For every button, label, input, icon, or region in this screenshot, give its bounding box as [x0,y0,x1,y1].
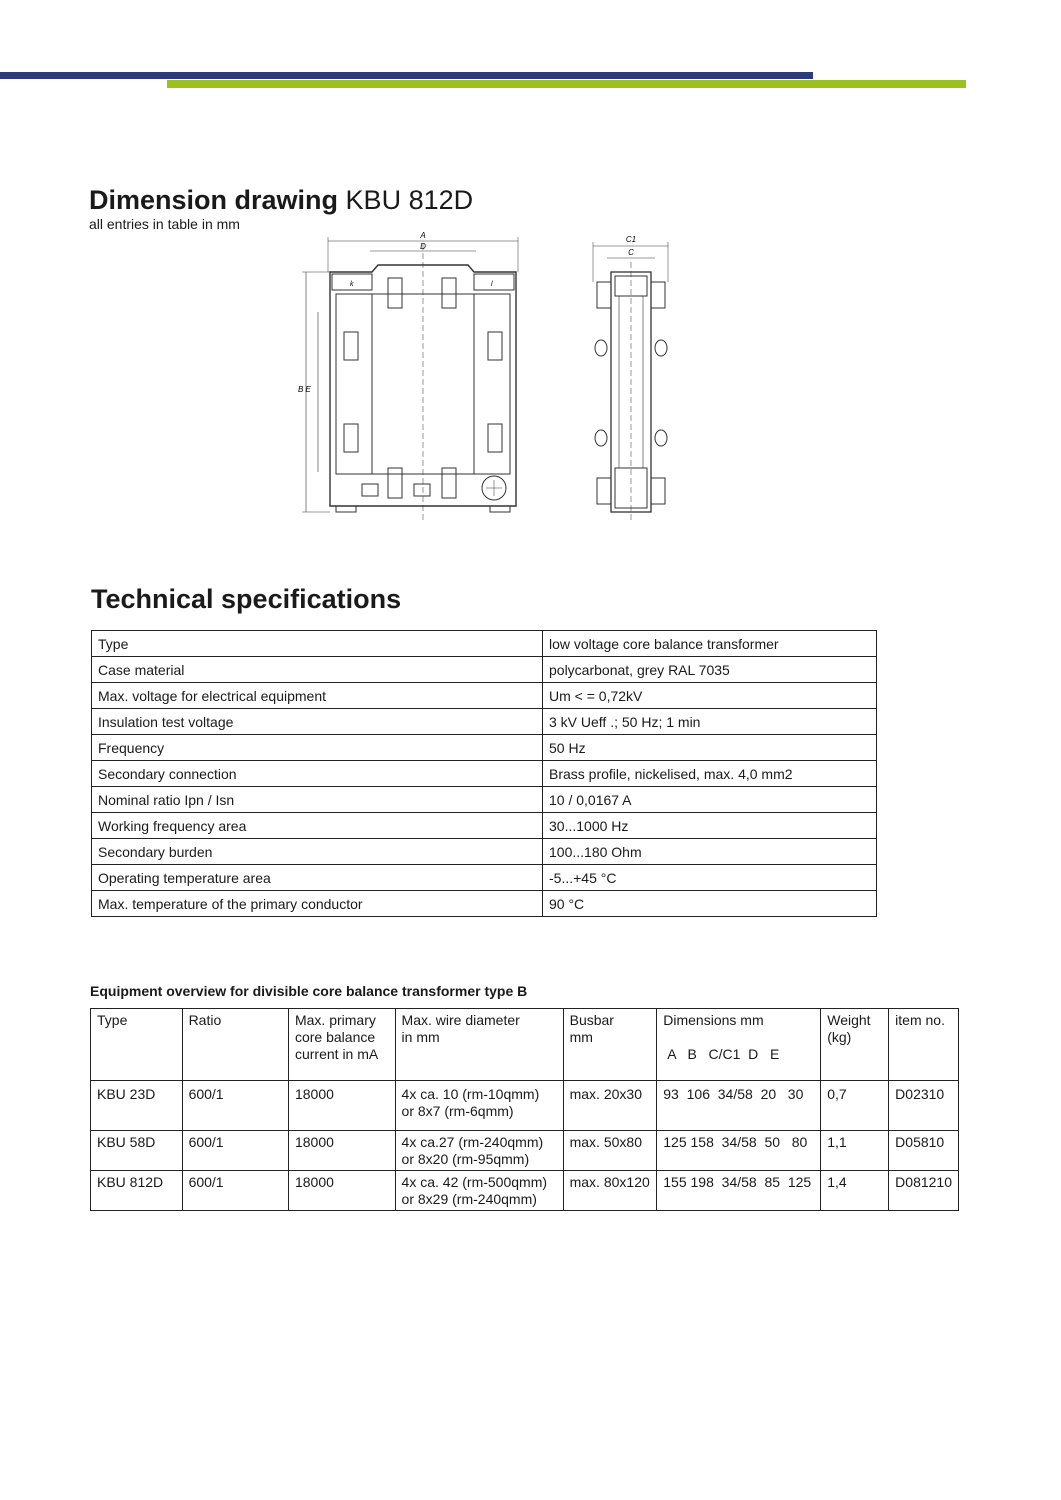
cell-current: 18000 [288,1131,395,1171]
spec-value: 100...180 Ohm [543,839,877,865]
cell-ratio: 600/1 [182,1171,288,1211]
label-l: l [491,281,493,288]
table-row [91,1081,959,1131]
header-type: Type [91,1009,183,1081]
cell-item: D081210 [889,1171,959,1211]
equipment-title: Equipment overview for divisible core balance transformer type B [90,983,528,999]
cell-weight: 1,1 [821,1131,889,1171]
spec-value: 50 Hz [543,735,877,761]
table-row [91,1171,959,1211]
spec-label: Working frequency area [92,813,543,839]
cell-wire: 4x ca.27 (rm-240qmm) or 8x20 (rm-95qmm) [395,1131,563,1171]
side-view-drawing [583,232,678,520]
cell-item: D02310 [889,1081,959,1131]
label-c: C [628,248,634,257]
spec-label: Nominal ratio Ipn / Isn [92,787,543,813]
cell-weight: 1,4 [821,1171,889,1211]
spec-value: 10 / 0,0167 A [543,787,877,813]
label-b-e: B E [298,385,311,394]
spec-value: polycarbonat, grey RAL 7035 [543,657,877,683]
cell-type: KBU 58D [91,1131,183,1171]
tech-spec-table [91,630,877,917]
dimension-title-model: KBU 812D [345,185,474,215]
spec-value: low voltage core balance transformer [543,631,877,657]
spec-row [92,761,877,787]
spec-row [92,709,877,735]
spec-value: 3 kV Ueff .; 50 Hz; 1 min [543,709,877,735]
spec-label: Secondary connection [92,761,543,787]
spec-value: 30...1000 Hz [543,813,877,839]
spec-value: Um < = 0,72kV [543,683,877,709]
header-wire-diameter: Max. wire diameter in mm [395,1009,563,1081]
header-primary-current: Max. primary core balance current in mA [288,1009,395,1081]
spec-row [92,787,877,813]
cell-type: KBU 812D [91,1171,183,1211]
header-green-bar [167,80,966,88]
header-busbar: Busbar mm [563,1009,657,1081]
label-k: k [350,281,354,288]
cell-ratio: 600/1 [182,1131,288,1171]
spec-label: Max. voltage for electrical equipment [92,683,543,709]
dimension-title [89,182,473,218]
cell-dims: 125 158 34/58 50 80 [657,1131,821,1171]
cell-wire: 4x ca. 10 (rm-10qmm) or 8x7 (rm-6qmm) [395,1081,563,1131]
spec-row [92,891,877,917]
equipment-header-row [91,1009,959,1081]
spec-row [92,865,877,891]
dimension-subtitle: all entries in table in mm [89,216,240,232]
cell-weight: 0,7 [821,1081,889,1131]
spec-label: Operating temperature area [92,865,543,891]
spec-label: Type [92,631,543,657]
front-view-drawing [296,232,522,520]
header-dimensions: Dimensions mm A B C/C1 D E [657,1009,821,1081]
spec-label: Case material [92,657,543,683]
cell-dims: 93 106 34/58 20 30 [657,1081,821,1131]
spec-row [92,839,877,865]
cell-current: 18000 [288,1081,395,1131]
cell-ratio: 600/1 [182,1081,288,1131]
header-ratio: Ratio [182,1009,288,1081]
label-c1: C1 [625,235,637,244]
tech-spec-title: Technical specifications [91,584,402,614]
cell-busbar: max. 20x30 [563,1081,657,1131]
cell-type: KBU 23D [91,1081,183,1131]
spec-label: Max. temperature of the primary conductor [92,891,543,917]
dimension-title-bold: Dimension drawing [89,185,339,215]
cell-wire: 4x ca. 42 (rm-500qmm) or 8x29 (rm-240qmm) [395,1171,563,1211]
cell-item: D05810 [889,1131,959,1171]
cell-busbar: max. 50x80 [563,1131,657,1171]
header-blue-bar [0,72,813,79]
cell-current: 18000 [288,1171,395,1211]
spec-value: Brass profile, nickelised, max. 4,0 mm2 [543,761,877,787]
equipment-table [90,1008,959,1211]
cell-dims: 155 198 34/58 85 125 [657,1171,821,1211]
label-d: D [420,242,426,251]
spec-label: Insulation test voltage [92,709,543,735]
spec-row [92,631,877,657]
cell-busbar: max. 80x120 [563,1171,657,1211]
spec-row [92,657,877,683]
spec-value: -5...+45 °C [543,865,877,891]
spec-label: Frequency [92,735,543,761]
table-row [91,1131,959,1171]
header-weight: Weight (kg) [821,1009,889,1081]
spec-row [92,683,877,709]
header-item-no: item no. [889,1009,959,1081]
spec-row [92,813,877,839]
spec-value: 90 °C [543,891,877,917]
spec-row [92,735,877,761]
spec-label: Secondary burden [92,839,543,865]
label-a: A [420,232,426,240]
